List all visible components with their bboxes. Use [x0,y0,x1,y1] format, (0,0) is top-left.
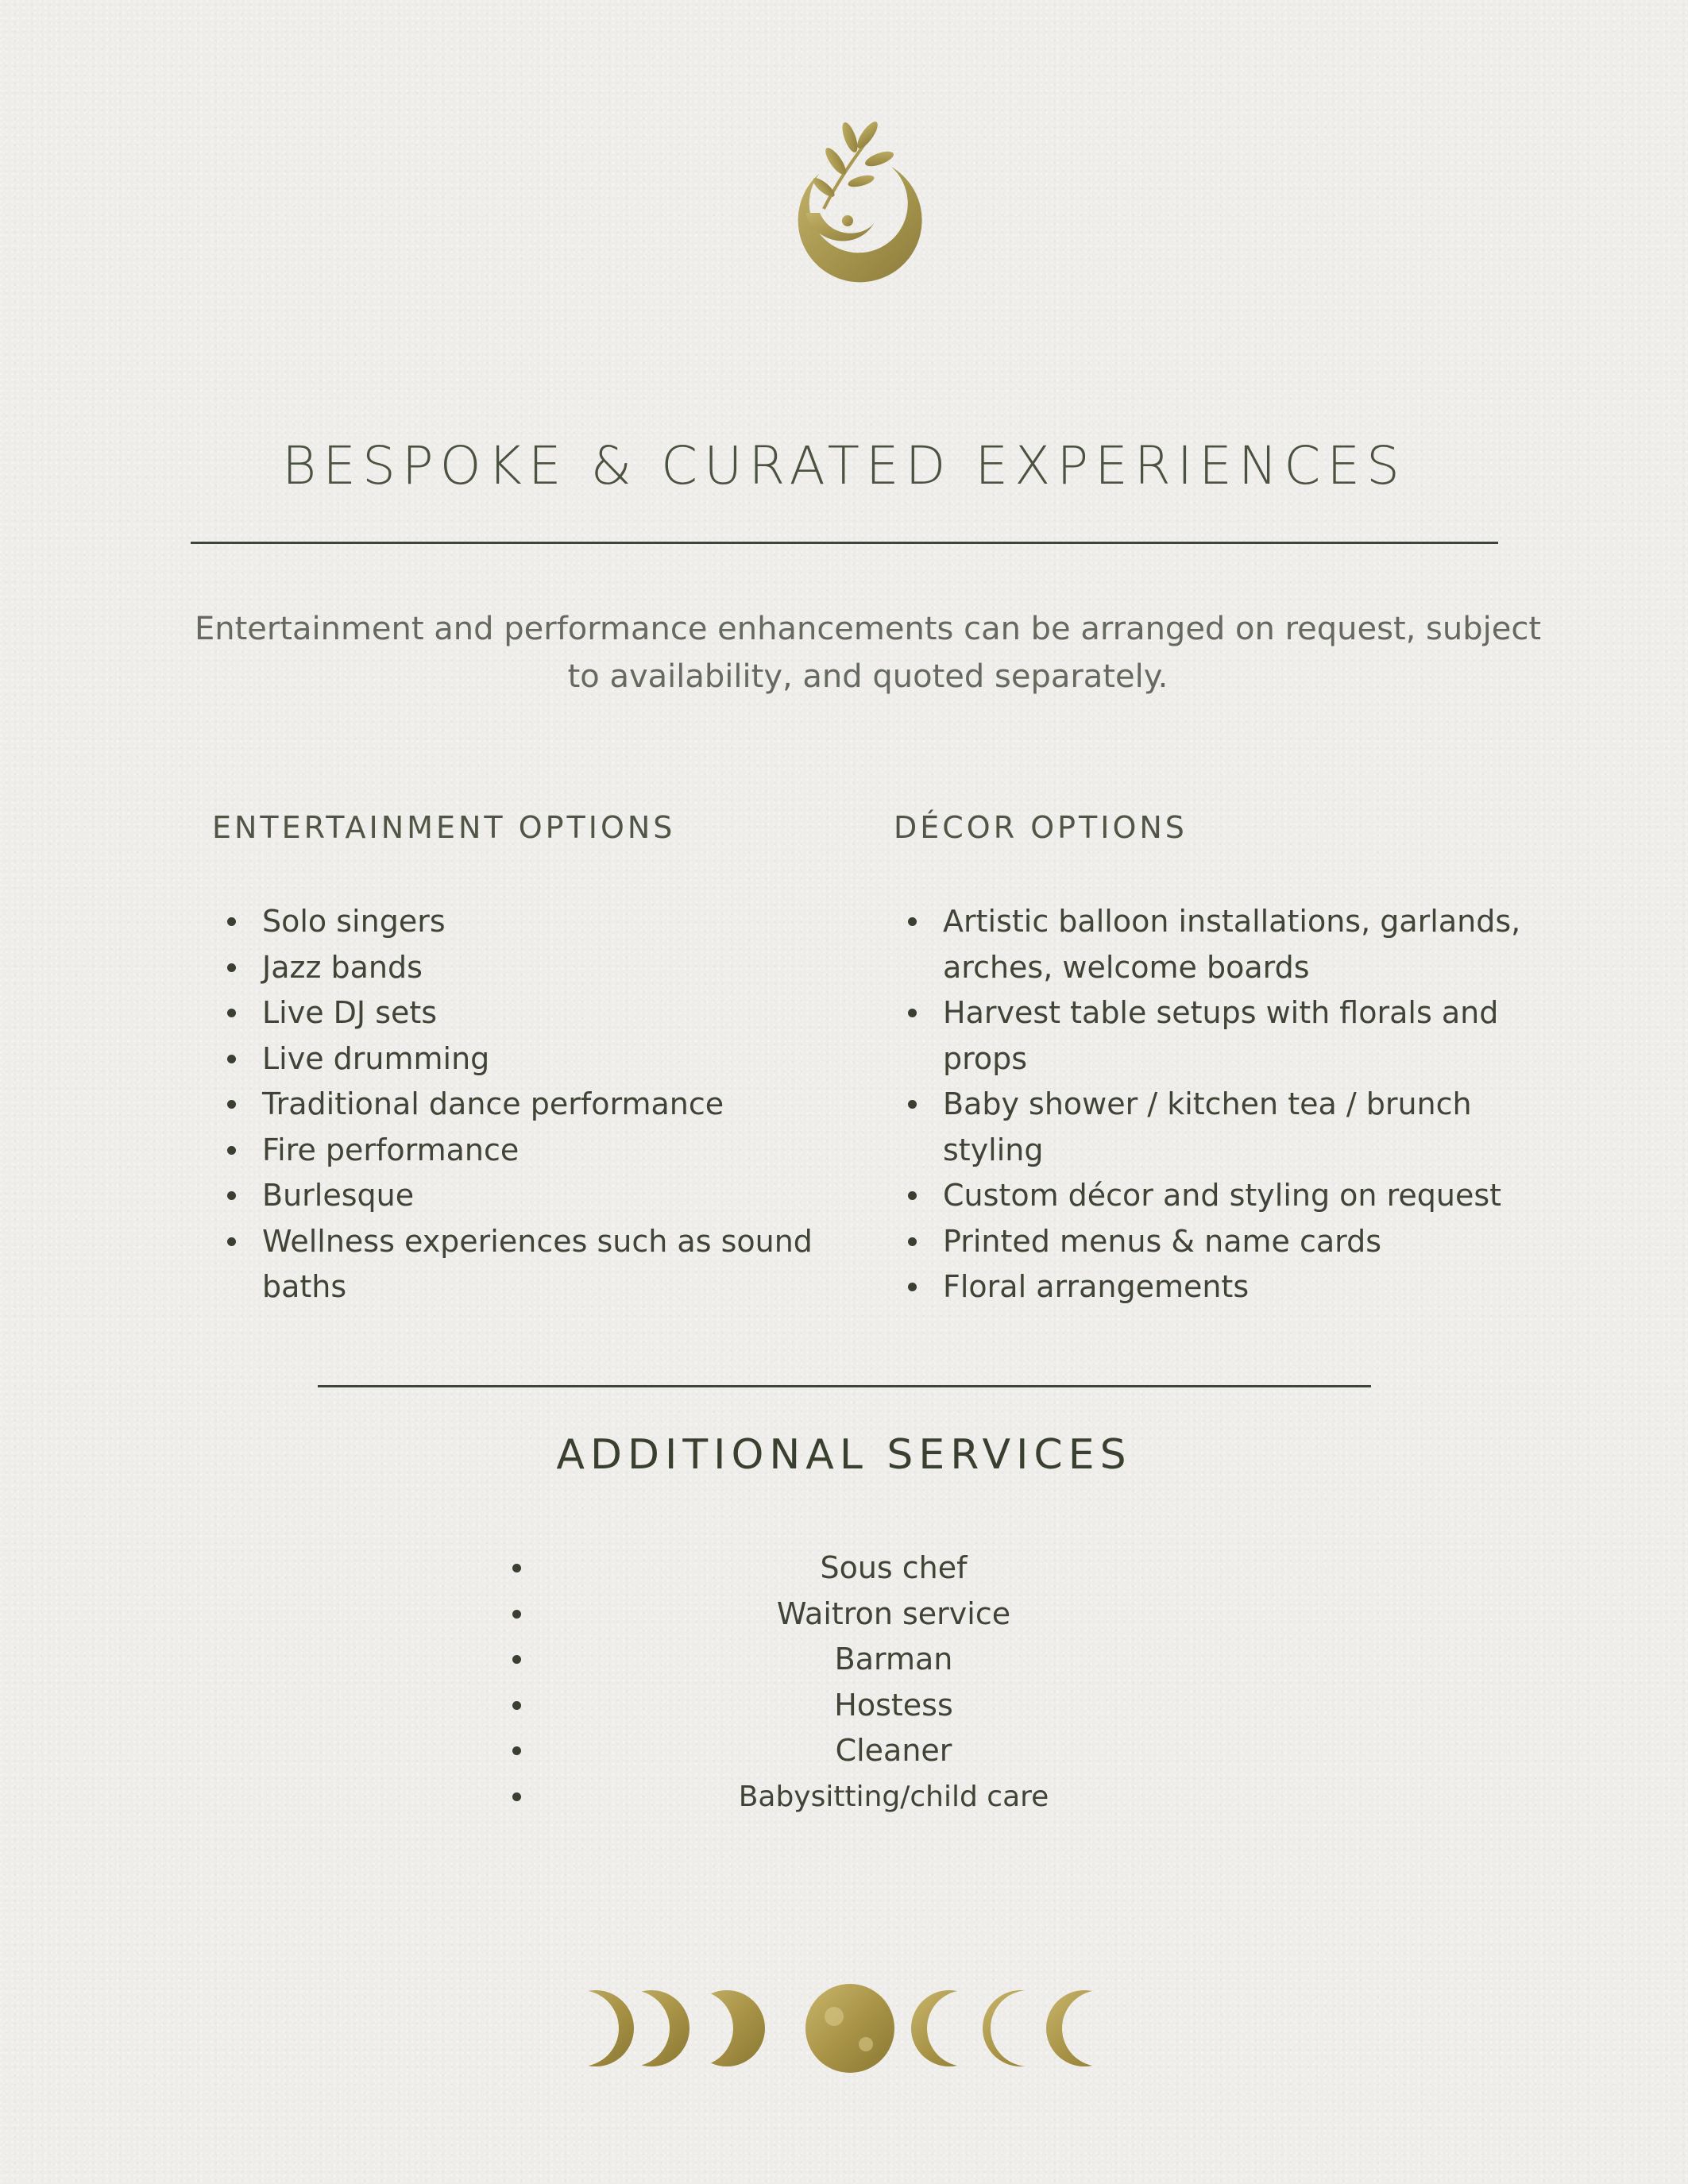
list-item: Barman [496,1637,1291,1683]
list-item: Traditional dance performance [213,1082,848,1128]
list-item: Jazz bands [213,945,848,991]
decor-heading: DÉCOR OPTIONS [894,810,1188,845]
section-divider [318,1385,1371,1387]
page-title: BESPOKE & CURATED EXPERIENCES [282,435,1406,496]
list-item: Cleaner [496,1728,1291,1774]
entertainment-heading: ENTERTAINMENT OPTIONS [212,810,676,845]
list-item: Baby shower / kitchen tea / brunch styling [894,1082,1529,1173]
list-item: Live DJ sets [213,990,848,1036]
decor-list [894,899,1529,1310]
list-item: Printed menus & name cards [894,1219,1529,1265]
olive-branch-crest-icon [764,118,923,292]
list-item: Solo singers [213,899,848,945]
list-item: Live drumming [213,1036,848,1082]
moon-phases-icon [576,1973,1132,2084]
list-item: Babysitting/child care [496,1774,1291,1820]
list-item: Harvest table setups with florals and props [894,990,1529,1082]
intro-text: Entertainment and performance enhancements can be arranged on request, subject to availability, and quoted separately. [194,611,1542,695]
services-heading: ADDITIONAL SERVICES [556,1431,1132,1479]
list-item: Sous chef [496,1545,1291,1592]
list-item: Wellness experiences such as sound baths [213,1219,848,1310]
title-divider [191,542,1498,544]
list-item: Artistic balloon installations, garlands, arches, welcome boards [894,899,1529,990]
list-item: Custom décor and styling on request [894,1173,1529,1219]
list-item: Burlesque [213,1173,848,1219]
services-list [496,1545,1291,1819]
list-item: Floral arrangements [894,1264,1529,1310]
list-item: Fire performance [213,1128,848,1174]
list-item: Waitron service [496,1592,1291,1638]
list-item: Hostess [496,1683,1291,1729]
entertainment-list [213,899,848,1310]
